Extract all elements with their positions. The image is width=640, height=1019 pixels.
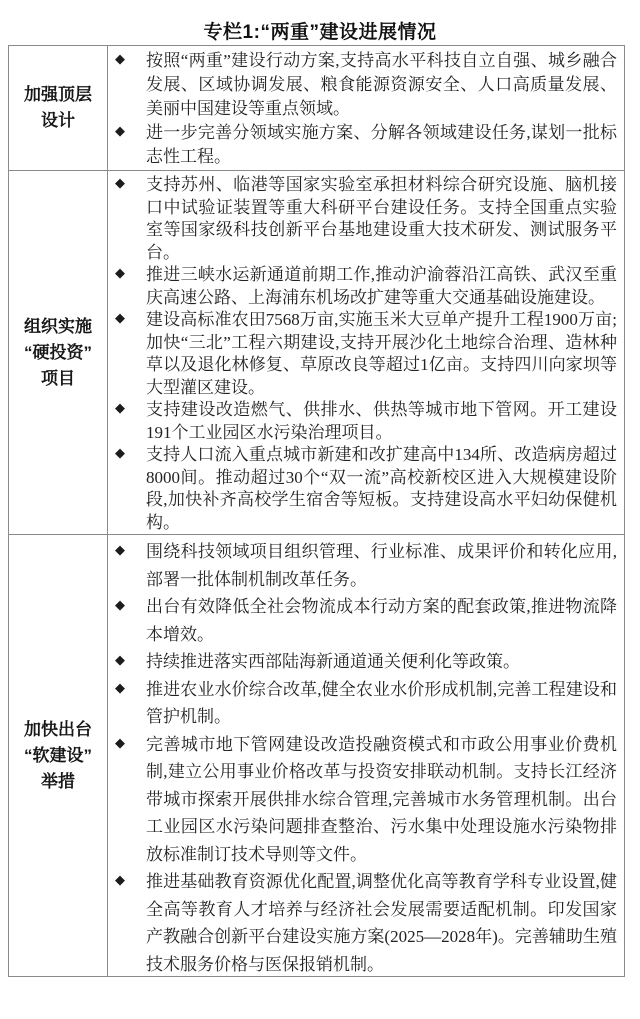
bullet-text: 出台有效降低全社会物流成本行动方案的配套政策,推进物流降本增效。 — [146, 597, 617, 644]
bullet-text: 推进基础教育资源优化配置,调整优化高等教育学科专业设置,健全高等教育人才培养与经济社会发展需要适配机制。印发国家产教融合创新平台建设实施方案(2025—2028年)。完善辅助生殖技术服务价格与医保报销机制。 — [146, 872, 617, 974]
bullet-item — [108, 174, 617, 264]
diamond-bullet-icon: ◆ — [115, 653, 125, 668]
diamond-bullet-icon: ◆ — [115, 680, 125, 696]
bullet-item — [108, 593, 617, 648]
row-header-hard-investment — [9, 171, 108, 534]
page-title: 专栏1:“两重”建设进展情况 — [203, 22, 437, 43]
bullet-text: 支持建设改造燃气、供排水、供热等城市地下管网。开工建设191个工业园区水污染治理项目。 — [146, 400, 617, 442]
row-header-line: 项目 — [41, 368, 75, 388]
diamond-bullet-icon: ◆ — [115, 446, 125, 461]
bullet-text: 支持人口流入重点城市新建和改扩建高中134所、改造病房超过8000间。推动超过30个“双一流”高校新校区进入大规模建设阶段,加快补齐高校学生宿舍等短板。支持建设高水平妇幼保健机构。 — [146, 445, 617, 532]
row-header-line: “软建设” — [24, 745, 92, 765]
table-row-top-level-design — [9, 46, 624, 170]
diamond-bullet-icon: ◆ — [115, 873, 125, 888]
diamond-bullet-icon: ◆ — [115, 598, 125, 613]
row-header-line: 举措 — [41, 771, 75, 791]
diamond-bullet-icon: ◆ — [115, 266, 125, 281]
bullet-item — [108, 868, 617, 976]
bullet-item — [108, 731, 617, 869]
bullet-text: 持续推进落实西部陆海新通道通关便利化等政策。 — [146, 652, 520, 671]
bullet-text: 支持苏州、临港等国家实验室承担材料综合研究设施、脑机接口中试验证装置等重大科研平台建设任务。支持全国重点实验室等国家级科技创新平台基地建设重大技术研发、测试服务平台。 — [146, 175, 617, 262]
table-row-soft-construction — [9, 534, 624, 976]
diamond-bullet-icon: ◆ — [115, 311, 125, 326]
bullet-text: 进一步完善分领域实施方案、分解各领域建设任务,谋划一批标志性工程。 — [146, 123, 617, 166]
diamond-bullet-icon: ◆ — [115, 52, 125, 67]
diamond-bullet-icon: ◆ — [115, 735, 125, 751]
row-content-top-level-design — [108, 46, 624, 170]
bullet-item — [108, 444, 617, 534]
row-content-soft-construction — [108, 535, 624, 976]
bullet-text: 建设高标准农田7568万亩,实施玉米大豆单产提升工程1900万亩;加快“三北”工程六期建设,支持开展沙化土地综合治理、造林种草以及退化林修复、草原改良等超过1亿亩。支持四川向家坝等大型灌区建设。 — [146, 310, 617, 397]
bullet-item — [108, 648, 617, 676]
bullet-item — [108, 49, 617, 121]
progress-table — [8, 45, 625, 977]
diamond-bullet-icon: ◆ — [115, 176, 125, 191]
row-content-hard-investment — [108, 171, 624, 534]
bullet-text: 围绕科技领域项目组织管理、行业标准、成果评价和转化应用,部署一批体制机制改革任务。 — [146, 542, 617, 589]
diamond-bullet-icon: ◆ — [115, 543, 125, 558]
diamond-bullet-icon: ◆ — [115, 401, 125, 416]
bullet-text: 完善城市地下管网建设改造投融资模式和市政公用事业价费机制,建立公用事业价格改革与投资安排联动机制。支持长江经济带城市探索开展供排水综合管理,完善城市水务管理机制。出台工业园区水污染问题排查整治、污水集中处理设施水污染物排放标准制订技术导则等文件。 — [146, 734, 617, 864]
bullet-item — [108, 121, 617, 169]
row-header-top-level-design — [9, 46, 108, 170]
bullet-text: 推进农业水价综合改革,健全农业水价形成机制,完善工程建设和管护机制。 — [146, 679, 617, 726]
bullet-item — [108, 264, 617, 309]
bullet-item — [108, 309, 617, 399]
row-header-line: “硬投资” — [24, 342, 92, 362]
bullet-item — [108, 399, 617, 444]
row-header-line: 加快出台 — [24, 719, 92, 739]
diamond-bullet-icon — [115, 533, 125, 534]
bullet-text: 按照“两重”建设行动方案,支持高水平科技自立自强、城乡融合发展、区域协调发展、粮食能源资源安全、人口高质量发展、美丽中国建设等重点领域。 — [146, 51, 617, 118]
row-header-line: 组织实施 — [24, 316, 92, 336]
row-header-soft-construction — [9, 535, 108, 976]
bullet-item — [108, 676, 617, 731]
diamond-bullet-icon: ◆ — [115, 124, 125, 139]
table-row-hard-investment — [9, 170, 624, 534]
row-header-line: 设计 — [41, 111, 75, 130]
row-header-line: 加强顶层 — [24, 85, 92, 104]
bullet-item — [108, 538, 617, 593]
bullet-text: 推进三峡水运新通道前期工作,推动沪渝蓉沿江高铁、武汉至重庆高速公路、上海浦东机场改扩建等重大交通基础设施建设。 — [146, 265, 617, 307]
